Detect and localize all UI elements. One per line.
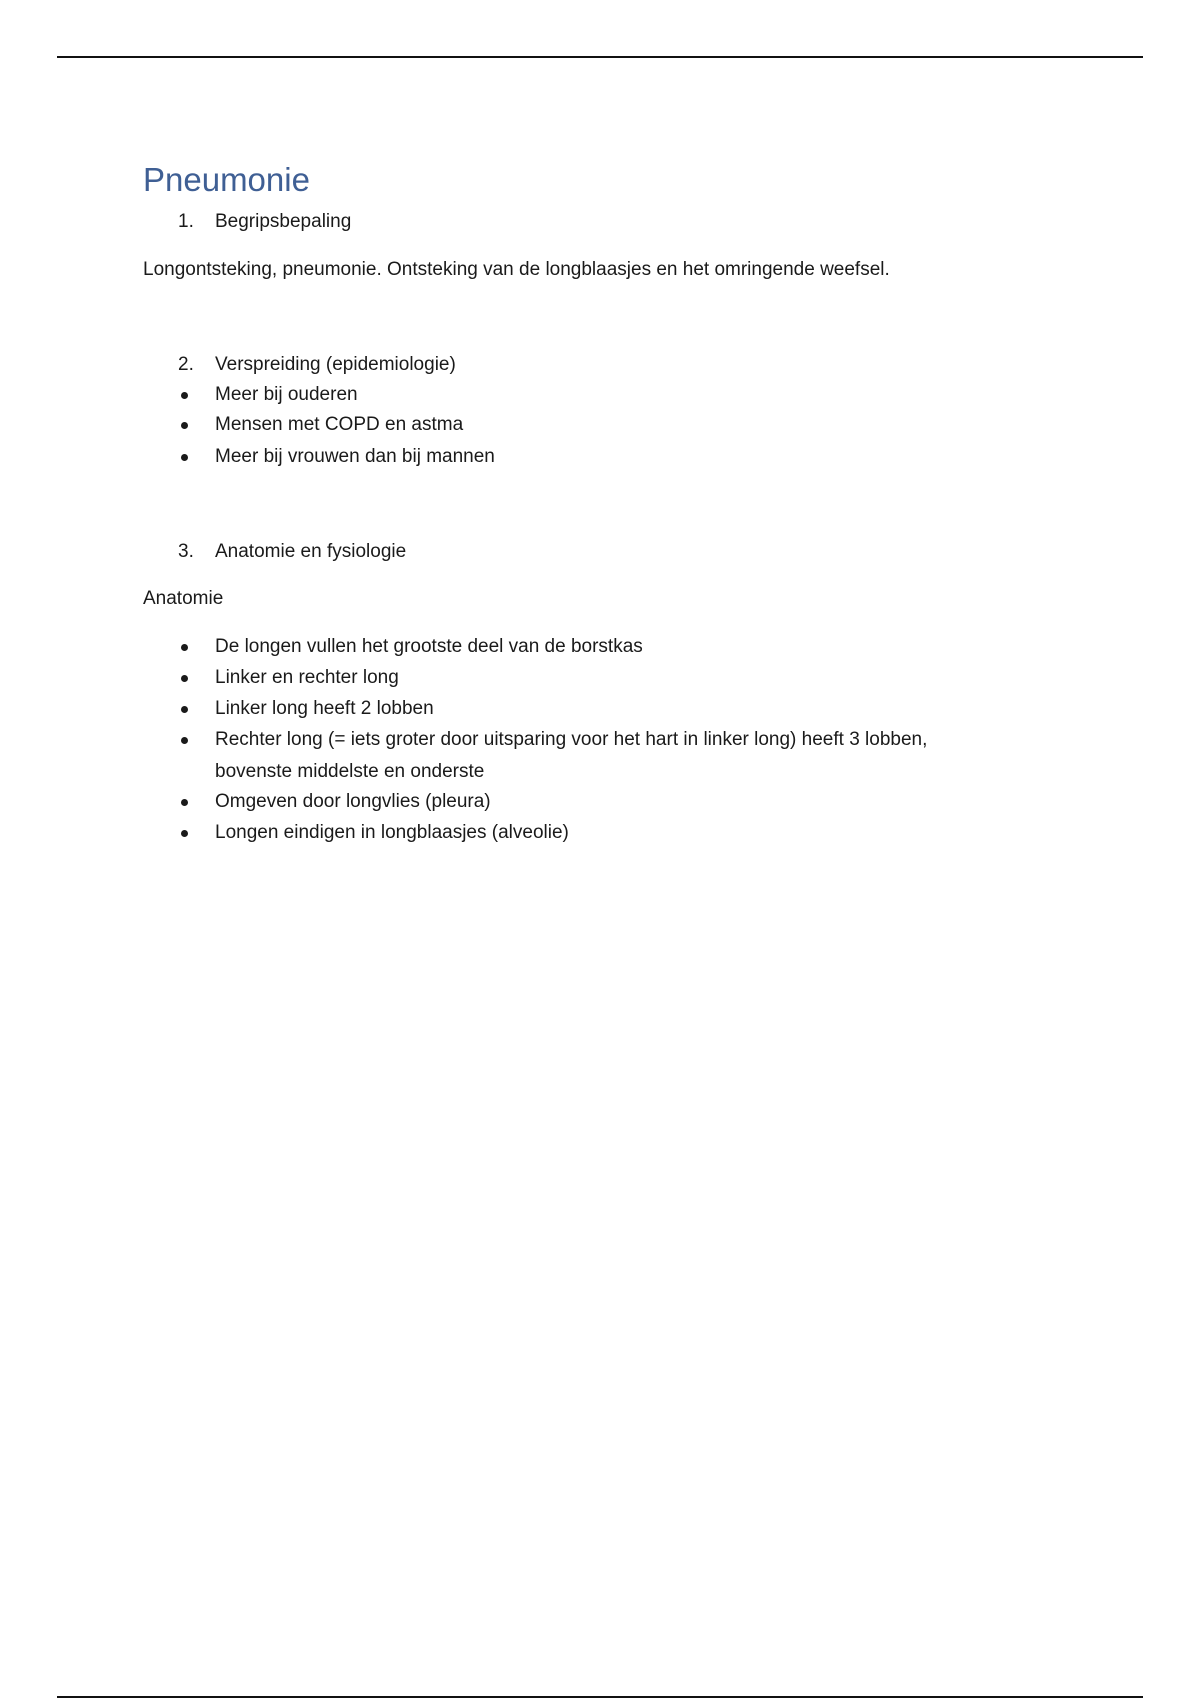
list-item-text: De longen vullen het grootste deel van de borstkas: [215, 636, 643, 657]
list-item-text: Rechter long (= iets groter door uitsparing voor het hart in linker long) heeft 3 lobben,: [215, 729, 928, 750]
bullet-icon: [181, 706, 188, 713]
section-heading: Verspreiding (epidemiologie): [215, 354, 456, 375]
paragraph: Longontsteking, pneumonie. Ontsteking van de longblaasjes en het omringende weefsel.: [143, 259, 890, 280]
list-item-text: bovenste middelste en onderste: [215, 761, 485, 782]
list-item-text: Linker en rechter long: [215, 667, 399, 688]
bullet-icon: [181, 392, 188, 399]
list-item-text: Longen eindigen in longblaasjes (alveolie): [215, 822, 569, 843]
bullet-icon: [181, 830, 188, 837]
list-item-text: Meer bij vrouwen dan bij mannen: [215, 446, 495, 467]
document-title: Pneumonie: [143, 161, 310, 198]
list-number: 2.: [178, 354, 194, 375]
list-item-text: Linker long heeft 2 lobben: [215, 698, 434, 719]
section-heading: Begripsbepaling: [215, 211, 352, 232]
bullet-icon: [181, 454, 188, 461]
list-item-text: Omgeven door longvlies (pleura): [215, 791, 491, 812]
bullet-icon: [181, 737, 188, 744]
bullet-icon: [181, 675, 188, 682]
bullet-icon: [181, 799, 188, 806]
bullet-icon: [181, 422, 188, 429]
bullet-icon: [181, 644, 188, 651]
list-item-text: Mensen met COPD en astma: [215, 414, 464, 435]
list-number: 3.: [178, 541, 194, 562]
section-heading: Anatomie en fysiologie: [215, 541, 407, 562]
subheading: Anatomie: [143, 588, 224, 609]
list-number: 1.: [178, 211, 194, 232]
footer-rule: [57, 1696, 1143, 1698]
list-item-text: Meer bij ouderen: [215, 384, 358, 405]
header-rule: [57, 56, 1143, 58]
